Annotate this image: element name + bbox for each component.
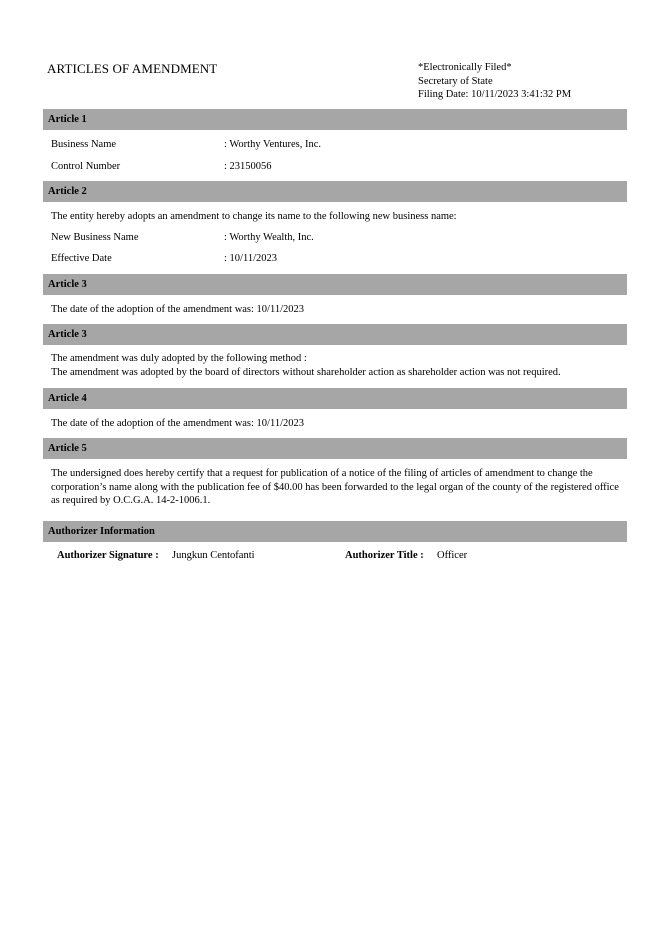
new-business-name-label: New Business Name <box>51 232 139 243</box>
secretary-of-state-text: Secretary of State <box>418 75 493 87</box>
article-3-heading: Article 3 <box>43 274 627 295</box>
article-4-text: The date of the adoption of the amendment was: 10/11/2023 <box>51 418 305 429</box>
effective-date-value: : 10/11/2023 <box>224 253 277 264</box>
control-number-value: : 23150056 <box>224 161 272 172</box>
article-5-heading: Article 5 <box>43 438 627 459</box>
article-3-text: The date of the adoption of the amendment was: 10/11/2023 <box>51 304 305 315</box>
business-name-label: Business Name <box>51 139 117 150</box>
article-2-text: The entity hereby adopts an amendment to change its name to the following new business name: <box>51 211 457 222</box>
article-3-method-heading: Article 3 <box>43 324 627 345</box>
article-1-heading: Article 1 <box>43 109 627 130</box>
filing-stamp <box>418 61 571 102</box>
new-business-name-value: : Worthy Wealth, Inc. <box>224 232 314 243</box>
authorizer-title-value: Officer <box>437 550 468 561</box>
article-2-heading: Article 2 <box>43 181 627 202</box>
authorizer-signature-label: Authorizer Signature : <box>57 550 159 561</box>
electronically-filed-text: *Electronically Filed* <box>418 62 512 73</box>
authorizer-signature-value: Jungkun Centofanti <box>172 550 255 561</box>
business-name-value: : Worthy Ventures, Inc. <box>224 139 322 150</box>
authorizer-title-label: Authorizer Title : <box>345 550 424 561</box>
adoption-method-line-2: The amendment was adopted by the board of directors without shareholder action as shareholder action was not required. <box>51 367 561 378</box>
control-number-label: Control Number <box>51 161 121 172</box>
adoption-method-line-1: The amendment was duly adopted by the following method : <box>51 353 307 364</box>
effective-date-label: Effective Date <box>51 253 112 264</box>
authorizer-information-heading: Authorizer Information <box>43 521 627 542</box>
article-4-heading: Article 4 <box>43 388 627 409</box>
filing-date-text: Filing Date: 10/11/2023 3:41:32 PM <box>418 89 572 100</box>
article-5-text: The undersigned does hereby certify that a request for publication of a notice of the filing of articles of amendment to change the corporation’s name along with the publication fee of $40.00 has been forwarded to the legal organ of the county of the registered office as required by O.C.G.A. 14-2-1006.1. <box>51 468 619 506</box>
document-title: ARTICLES OF AMENDMENT <box>47 61 218 76</box>
